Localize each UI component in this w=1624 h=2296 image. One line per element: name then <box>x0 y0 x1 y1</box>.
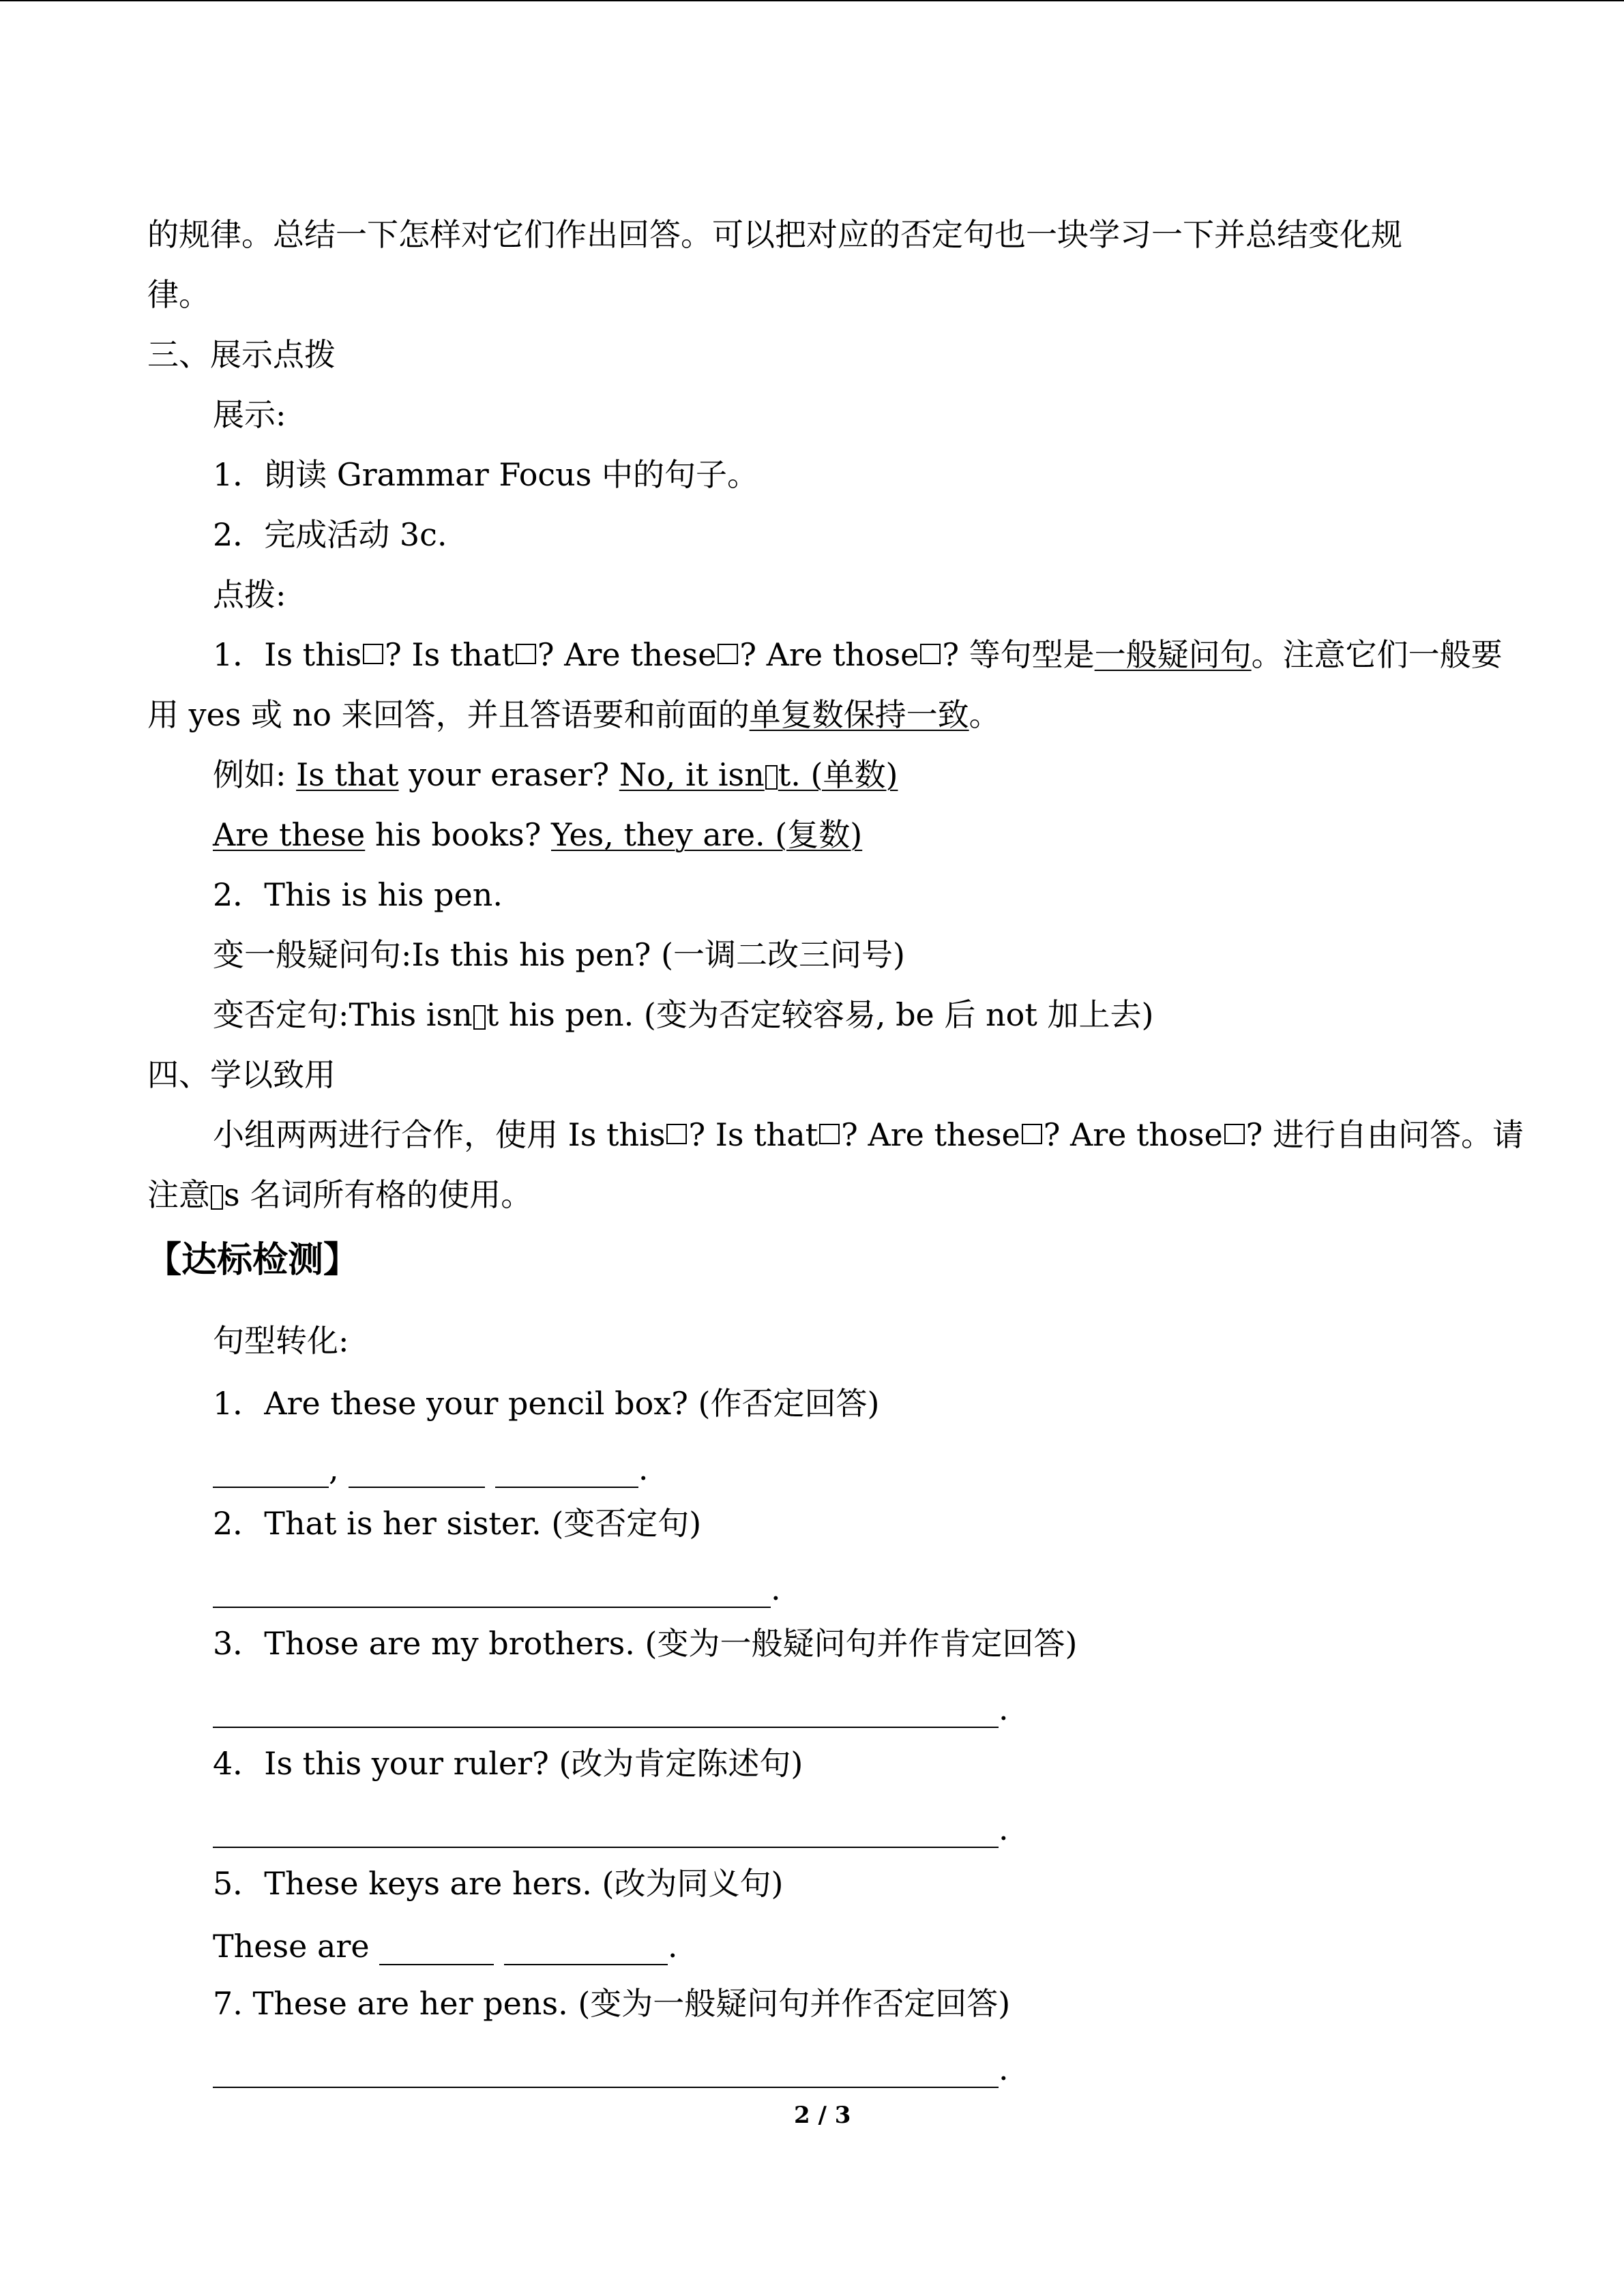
show-item: 1．朗读 Grammar Focus 中的句子。 <box>213 456 759 493</box>
answer-blank[interactable] <box>213 1457 329 1488</box>
answer-blank[interactable] <box>213 1577 771 1608</box>
text: 。 <box>969 696 1001 733</box>
text: s 名词所有格的使用。 <box>224 1176 533 1213</box>
answer-blank[interactable] <box>213 1697 999 1728</box>
placeholder-box <box>211 1185 223 1210</box>
section-title: 三、展示点拨 <box>147 336 336 373</box>
text: These are <box>213 1928 380 1965</box>
example-line-2 <box>213 814 862 855</box>
answer-line-7 <box>213 2048 1009 2089</box>
text: 变否定句:This isn <box>213 996 473 1033</box>
answer-blank[interactable] <box>495 1457 638 1488</box>
text: No, it isn <box>619 756 765 793</box>
placeholder-box <box>516 644 536 664</box>
underlined-term: 单复数保持一致 <box>749 696 969 733</box>
placeholder-box <box>473 1005 486 1030</box>
text: ? Are those <box>1043 1116 1223 1153</box>
section-title: 四、学以致用 <box>147 1056 336 1093</box>
text: . <box>999 1690 1009 1727</box>
text: 1． <box>213 636 265 673</box>
text: . <box>638 1450 649 1487</box>
check-intro: 句型转化: <box>213 1322 349 1359</box>
section4-line-2 <box>147 1174 532 1215</box>
section4-line-1 <box>213 1114 1524 1155</box>
exercise-item: 4．Is this your ruler? (改为肯定陈述句) <box>213 1745 803 1782</box>
placeholder-box <box>363 644 383 664</box>
text: ? Is that <box>688 1116 818 1153</box>
exercise-item: 1．Are these your pencil box? (作否定回答) <box>213 1385 880 1422</box>
text: 用 yes 或 no 来回答，并且答语要和前面的 <box>147 696 750 733</box>
check-heading: 【达标检测】 <box>146 1240 359 1281</box>
placeholder-box <box>1224 1124 1245 1144</box>
answer-line-3 <box>213 1688 1009 1729</box>
text: ? 进行自由问答。请 <box>1245 1116 1524 1153</box>
guide-point-2-question: 变一般疑问句:Is this his pen? (一调二改三问号) <box>213 936 905 973</box>
example-line-1 <box>213 754 898 795</box>
underlined-term: 一般疑问句 <box>1094 636 1252 673</box>
text: 注意 <box>147 1176 210 1213</box>
text: t his pen. (变为否定较容易, be 后 not 加上去) <box>486 996 1154 1033</box>
placeholder-box <box>718 644 738 664</box>
placeholder-box <box>1022 1124 1042 1144</box>
paragraph-line: 律。 <box>147 276 210 313</box>
text: . <box>999 2051 1009 2087</box>
answer-line-5 <box>213 1926 678 1967</box>
text: ? 等句型是 <box>942 636 1095 673</box>
underlined-text: Are these <box>213 816 366 853</box>
text: 例如: <box>213 756 297 793</box>
text: . <box>771 1570 781 1607</box>
answer-line-4 <box>213 1808 1009 1849</box>
text: . <box>667 1928 678 1965</box>
underlined-text: Is that <box>296 756 399 793</box>
text: . <box>999 1810 1009 1847</box>
top-border-line <box>0 0 1624 1</box>
placeholder-box <box>765 765 778 790</box>
page-number: 2 / 3 <box>794 2102 851 2129</box>
placeholder-box <box>819 1124 840 1144</box>
answer-blank[interactable] <box>504 1934 668 1965</box>
text: , <box>329 1450 339 1487</box>
text: ? Is that <box>385 636 514 673</box>
show-item: 2．完成活动 3c. <box>213 516 447 553</box>
guide-point-2-negative <box>213 994 1153 1035</box>
guide-point-1 <box>213 634 1503 675</box>
text: your eraser? <box>398 756 619 793</box>
text: t. (单数) <box>778 756 898 793</box>
answer-line-1 <box>213 1448 649 1489</box>
answer-blank[interactable] <box>349 1457 485 1488</box>
text: 小组两两进行合作，使用 Is this <box>213 1116 666 1153</box>
text: ? Are those <box>739 636 919 673</box>
guide-label: 点拨: <box>213 576 286 613</box>
show-label: 展示: <box>213 396 286 433</box>
text: ? Are these <box>537 636 717 673</box>
answer-blank[interactable] <box>379 1934 494 1965</box>
answer-blank[interactable] <box>213 1817 999 1848</box>
exercise-item: 7. These are her pens. (变为一般疑问句并作否定回答) <box>213 1985 1011 2022</box>
answer-blank[interactable] <box>213 2057 999 2088</box>
text: his books? <box>365 816 552 853</box>
guide-point-2: 2．This is his pen. <box>213 876 503 913</box>
placeholder-box <box>666 1124 687 1144</box>
text: 。注意它们一般要 <box>1251 636 1503 673</box>
underlined-text <box>619 756 898 793</box>
text: Is this <box>264 636 362 673</box>
exercise-item: 5．These keys are hers. (改为同义句) <box>213 1865 784 1902</box>
placeholder-box <box>920 644 941 664</box>
answer-line-2 <box>213 1568 781 1609</box>
paragraph-line: 的规律。总结一下怎样对它们作出回答。可以把对应的否定句也一块学习一下并总结变化规 <box>147 216 1402 253</box>
text: ? Are these <box>841 1116 1020 1153</box>
guide-point-1-cont <box>147 694 1001 735</box>
exercise-item: 3．Those are my brothers. (变为一般疑问句并作肯定回答) <box>213 1625 1078 1662</box>
underlined-text: Yes, they are. (复数) <box>551 816 863 853</box>
exercise-item: 2．That is her sister. (变否定句) <box>213 1505 702 1542</box>
